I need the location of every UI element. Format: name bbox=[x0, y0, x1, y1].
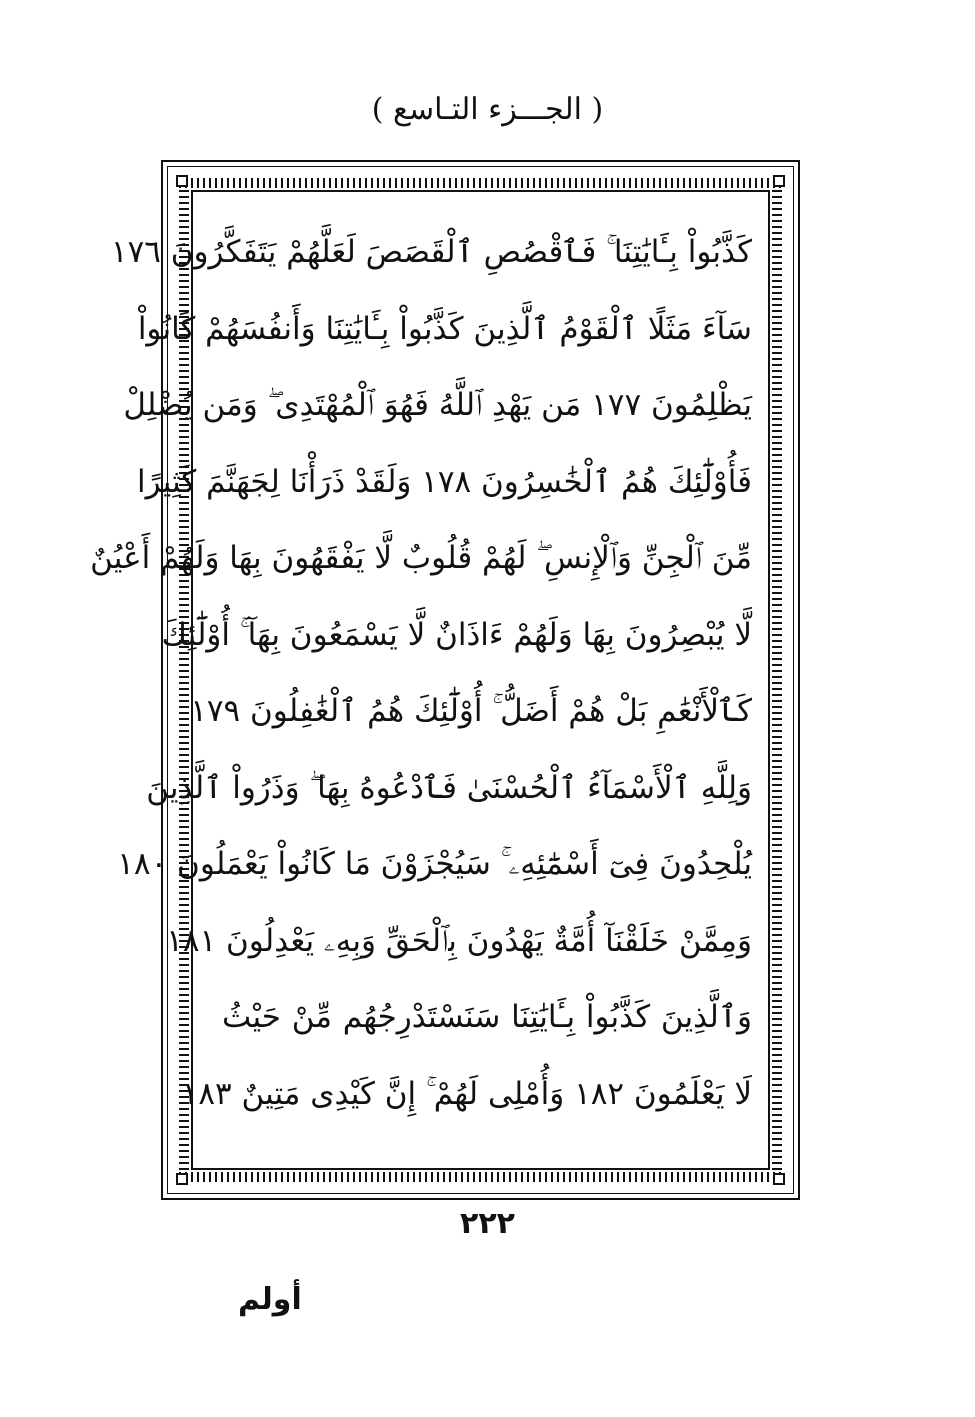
verse-line: وَٱلَّذِينَ كَذَّبُواْ بِـَٔايَٰتِنَا سَنَسْتَدْرِجُهُم مِّنْ حَيْثُ bbox=[222, 999, 752, 1035]
verse-line: لَا يَعْلَمُونَ ١٨٢ وَأُمْلِى لَهُمْ ۚ إِنَّ كَيْدِى مَتِينٌ ١٨٣ bbox=[181, 1075, 752, 1112]
verse-line: وَلِلَّهِ ٱلْأَسْمَآءُ ٱلْحُسْنَىٰ فَٱدْعُوهُ بِهَا ۖ وَذَرُواْ ٱلَّذِينَ bbox=[146, 769, 752, 806]
corner-ornament bbox=[176, 1173, 188, 1185]
juz-header: ( الجـــزء التـاسع ) bbox=[371, 92, 604, 127]
corner-ornament bbox=[176, 175, 188, 187]
catchword: أولم bbox=[238, 1282, 302, 1317]
verse-line: كَذَّبُواْ بِـَٔايَٰتِنَا ۚ فَٱقْصُصِ ٱلْقَصَصَ لَعَلَّهُمْ يَتَفَكَّرُونَ ١٧٦ bbox=[110, 234, 752, 270]
verse-line: لَّا يُبْصِرُونَ بِهَا وَلَهُمْ ءَاذَانٌ لَّا يَسْمَعُونَ بِهَآ ۚ أُوْلَٰٓئِكَ bbox=[161, 616, 752, 653]
verse-line: وَمِمَّنْ خَلَقْنَآ أُمَّةٌ يَهْدُونَ بِٱلْحَقِّ وَبِهِۦ يَعْدِلُونَ ١٨١ bbox=[166, 922, 752, 959]
verse-line: سَآءَ مَثَلًا ٱلْقَوْمُ ٱلَّذِينَ كَذَّبُواْ بِـَٔايَٰتِنَا وَأَنفُسَهُمْ كَانُواْ bbox=[137, 310, 752, 347]
verse-line: يَظْلِمُونَ ١٧٧ مَن يَهْدِ ٱللَّهُ فَهُوَ ٱلْمُهْتَدِى ۖ وَمَن يُضْلِلْ bbox=[123, 387, 752, 423]
verse-line: يُلْحِدُونَ فِىٓ أَسْمَٰٓئِهِۦ ۚ سَيُجْزَوْنَ مَا كَانُواْ يَعْمَلُونَ ١٨٠ bbox=[117, 846, 752, 882]
corner-ornament bbox=[773, 1173, 785, 1185]
verse-block bbox=[90, 222, 752, 1140]
verse-line: مِّنَ ٱلْجِنِّ وَٱلْإِنسِ ۖ لَهُمْ قُلُوبٌ لَّا يَفْقَهُونَ بِهَا وَلَهُمْ أَعْيُنٌ bbox=[90, 540, 752, 576]
corner-ornament bbox=[773, 175, 785, 187]
verse-line: كَٱلْأَنْعَٰمِ بَلْ هُمْ أَضَلُّ ۚ أُوْلَٰٓئِكَ هُمُ ٱلْغَٰفِلُونَ ١٧٩ bbox=[190, 693, 752, 729]
page-number: ٢٢٢ bbox=[460, 1206, 515, 1241]
verse-line: فَأُوْلَٰٓئِكَ هُمُ ٱلْخَٰسِرُونَ ١٧٨ وَلَقَدْ ذَرَأْنَا لِجَهَنَّمَ كَثِيرًا bbox=[137, 463, 752, 500]
